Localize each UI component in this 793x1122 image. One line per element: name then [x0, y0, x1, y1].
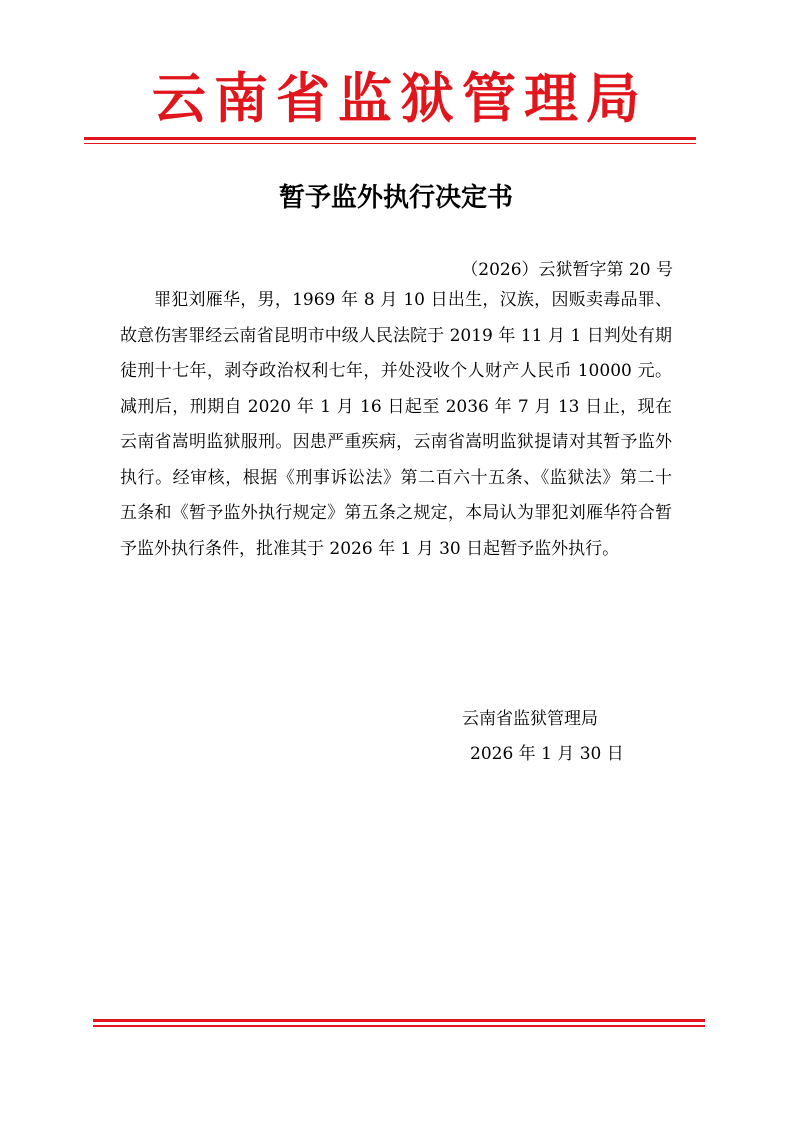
decision-body: 罪犯刘雁华，男，1969 年 8 月 10 日出生，汉族，因贩卖毒品罪、故意伤害罪经云南省昆明市中级人民法院于 2019 年 11 月 1 日判处有期徒刑十七年，剥夺政治权利七年，并处没收个人财产人民币 10000 元。减刑后，刑期自 2020 年 1 月 16 日起至 2036 年 7 月 13 日止，现在云南省嵩明监狱服刑。因患严重疾病，云南省嵩明监狱提请对其暂予监外执行。经审核，根据《刑事诉讼法》第二百六十五条、《监狱法》第二十五条和《暂予监外执行规定》第五条之规定，本局认为罪犯刘雁华符合暂予监外执行条件，批准其于 2026 年 1 月 30 日起暂予监外执行。	[120, 290, 672, 559]
issuing-authority-header: 云南省监狱管理局	[152, 67, 648, 130]
header-divider-thin	[84, 143, 696, 144]
signature-date: 2026 年 1 月 30 日	[470, 744, 624, 764]
footer-divider-thick	[93, 1019, 705, 1022]
document-number: （2026）云狱暂字第 20 号	[461, 260, 673, 280]
footer-divider-thin	[93, 1025, 705, 1027]
header-divider-thick	[84, 137, 696, 140]
signature-organization: 云南省监狱管理局	[462, 709, 598, 729]
document-title: 暂予监外执行决定书	[278, 183, 513, 213]
